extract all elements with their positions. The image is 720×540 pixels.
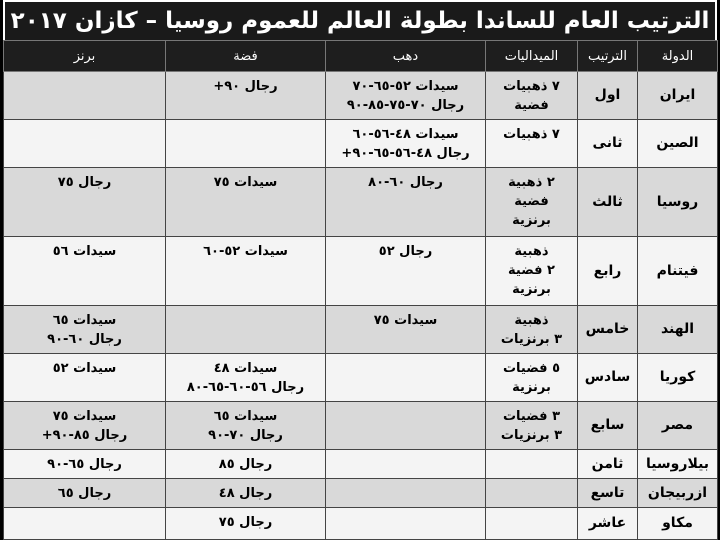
country-cell: كوريا [638,354,718,402]
silver-cell [166,72,326,120]
gold-entry: رجال ٤٨-٥٦-٦٥-٩٠+ [341,146,470,161]
medals-entry: ٥ فضيات [502,361,561,376]
header-silver: فضة [166,41,326,72]
country-cell: روسيا [638,168,718,237]
table-row [4,237,718,306]
rank-cell: ثالث [578,168,638,237]
country-cell: ازربيجان [638,479,718,508]
silver-entry: سيدات ٦٥ [213,409,278,424]
medals-entry: فضية [514,98,549,113]
bronze-cell [4,508,166,540]
medals-cell [486,306,578,354]
medals-cell [486,237,578,306]
medals-entry: ذهبية [514,244,549,259]
silver-cell [166,479,326,508]
medals-entry: ٢ ذهبية [508,175,555,190]
standings-table [3,40,718,540]
medals-cell [486,402,578,450]
page-title: الترتيب العام للساندا بطولة العالم للعموم روسيا – كازان ٢٠١٧ [3,0,717,40]
medals-cell [486,72,578,120]
silver-entry: رجال ٥٦-٦٠-٦٥-٨٠ [186,380,305,395]
country-cell: ايران [638,72,718,120]
bronze-entry: سيدات ٧٥ [52,409,117,424]
rank-cell: ثامن [578,450,638,479]
silver-entry: رجال ٩٠+ [213,79,278,94]
silver-cell [166,508,326,540]
country-cell: مكاو [638,508,718,540]
bronze-entry: رجال ٦٥ [57,486,112,501]
silver-cell [166,168,326,237]
table-row [4,306,718,354]
medals-cell [486,120,578,168]
bronze-entry: رجال ٦٥-٩٠ [47,457,122,472]
header-rank: الترتيب [578,41,638,72]
bronze-cell [4,168,166,237]
bronze-entry: سيدات ٦٥ [52,313,117,328]
medals-entry: ٢ فضية [508,263,555,278]
gold-cell [326,237,486,306]
rank-cell: تاسع [578,479,638,508]
bronze-cell [4,450,166,479]
gold-entry: سيدات ٤٨-٥٦-٦٠ [352,127,459,142]
medals-entry: ٧ ذهبيات [503,79,560,94]
table-row [4,402,718,450]
bronze-entry: رجال ٧٥ [57,175,112,190]
country-cell: بيلاروسيا [638,450,718,479]
gold-cell [326,72,486,120]
gold-cell [326,508,486,540]
gold-entry: سيدات ٧٥ [373,313,438,328]
gold-cell [326,479,486,508]
gold-cell [326,306,486,354]
header-row [4,41,718,72]
gold-cell [326,354,486,402]
silver-cell [166,237,326,306]
gold-cell [326,450,486,479]
medals-entry: ذهبية [514,313,549,328]
table-row [4,450,718,479]
table-row [4,72,718,120]
gold-entry: رجال ٦٠-٨٠ [368,175,443,190]
bronze-cell [4,402,166,450]
medals-cell [486,479,578,508]
medals-entry: فضية [514,194,549,209]
country-cell: فيتنام [638,237,718,306]
table-row [4,479,718,508]
bronze-entry: رجال ٨٥-٩٠+ [41,428,128,443]
silver-cell [166,450,326,479]
bronze-cell [4,479,166,508]
gold-cell [326,120,486,168]
header-medals: الميداليات [486,41,578,72]
country-cell: مصر [638,402,718,450]
silver-entry: رجال ٤٨ [218,486,273,501]
silver-entry: سيدات ٥٢-٦٠ [203,244,288,259]
table-row [4,120,718,168]
bronze-cell [4,72,166,120]
silver-cell [166,306,326,354]
bronze-entry: سيدات ٥٢ [52,361,117,376]
table-body [4,72,718,540]
header-bronze: برنز [4,41,166,72]
rank-cell: رابع [578,237,638,306]
silver-entry: رجال ٧٥ [218,515,273,530]
table-row [4,508,718,540]
header-gold: دهب [326,41,486,72]
gold-entry: سيدات ٥٢-٦٥-٧٠ [352,79,459,94]
bronze-cell [4,306,166,354]
bronze-cell [4,120,166,168]
medals-entry: ٣ برنزيات [500,428,563,443]
gold-cell [326,402,486,450]
medals-entry: ٣ برنزيات [500,332,563,347]
medals-cell [486,168,578,237]
rank-cell: عاشر [578,508,638,540]
header-country: الدولة [638,41,718,72]
gold-cell [326,168,486,237]
rank-cell: خامس [578,306,638,354]
bronze-entry: رجال ٦٠-٩٠ [47,332,122,347]
gold-entry: رجال ٥٢ [378,244,433,259]
silver-entry: سيدات ٧٥ [213,175,278,190]
medals-cell [486,354,578,402]
medals-entry: ٣ فضيات [502,409,561,424]
bronze-entry: سيدات ٥٦ [52,244,117,259]
silver-entry: سيدات ٤٨ [213,361,278,376]
bronze-cell [4,237,166,306]
medals-entry: ٧ ذهبيات [503,127,560,142]
medals-cell [486,450,578,479]
medals-entry: برنزية [512,213,551,228]
silver-entry: رجال ٧٠-٩٠ [208,428,283,443]
rank-cell: سادس [578,354,638,402]
country-cell: الهند [638,306,718,354]
rank-cell: سابع [578,402,638,450]
gold-entry: رجال ٧٠-٧٥-٨٥-٩٠ [346,98,465,113]
silver-cell [166,120,326,168]
country-cell: الصين [638,120,718,168]
medals-entry: برنزية [512,282,551,297]
table-row [4,354,718,402]
rank-cell: اول [578,72,638,120]
medals-entry: برنزية [512,380,551,395]
silver-cell [166,354,326,402]
medals-cell [486,508,578,540]
table-row [4,168,718,237]
silver-entry: رجال ٨٥ [218,457,273,472]
rank-cell: ثانى [578,120,638,168]
silver-cell [166,402,326,450]
bronze-cell [4,354,166,402]
